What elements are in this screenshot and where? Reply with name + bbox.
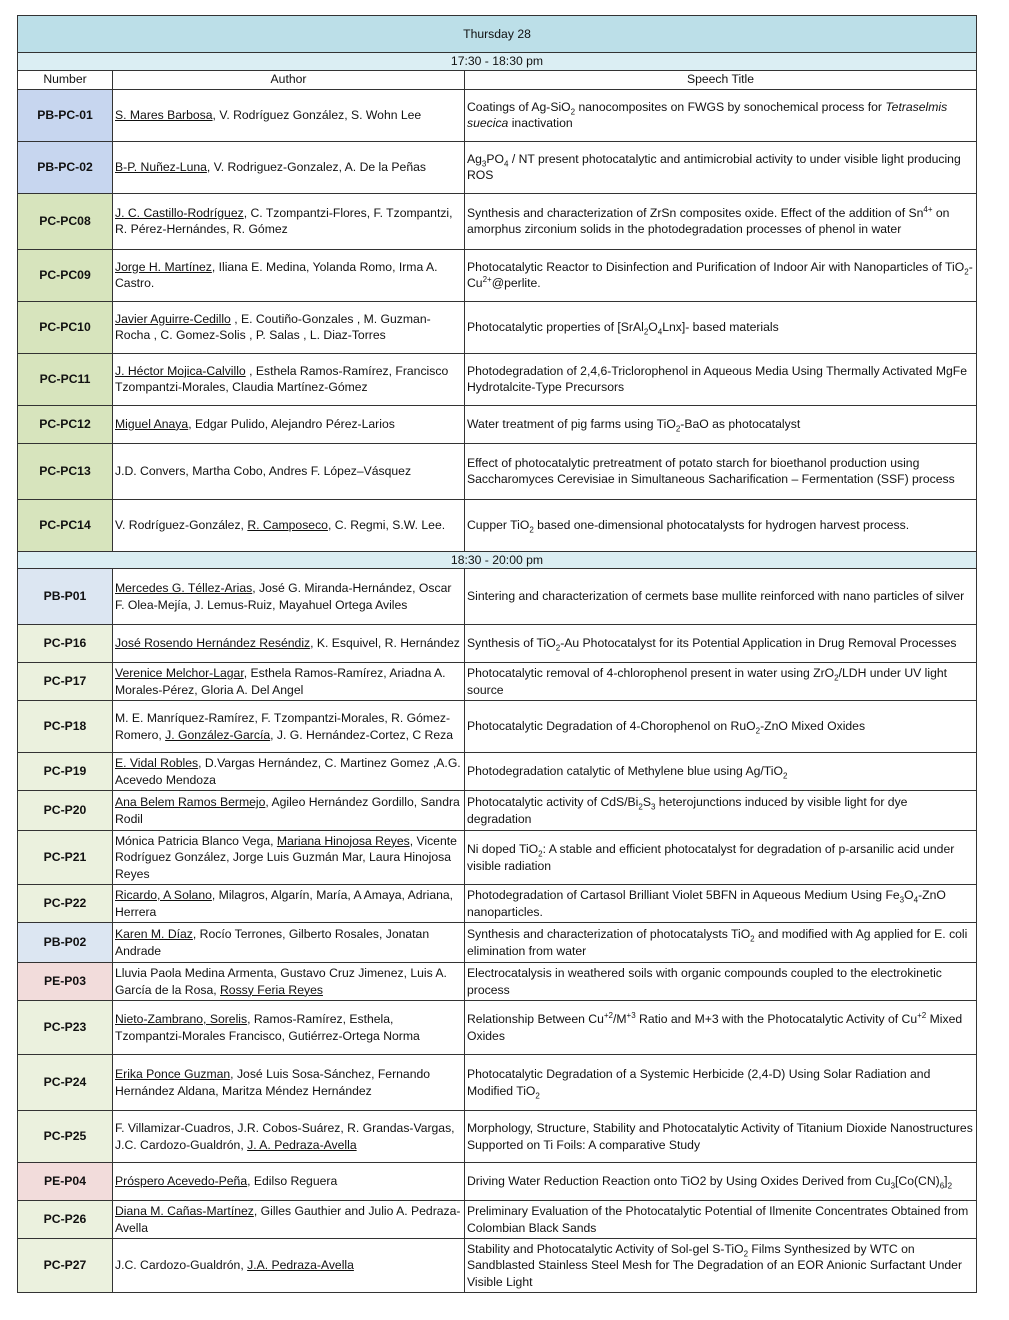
speech-title-cell: Stability and Photocatalytic Activity of Sol-gel S-TiO$_2$ Films Synthesized by WTC on Sandblasted Stainless Steel Mesh for The Degradation of an EOR Anionic Surfactant Under Visible Light xyxy=(465,1239,977,1293)
table-row xyxy=(18,499,977,551)
author-cell: Erika Ponce Guzman, José Luis Sosa-Sánchez, Fernando Hernández Aldana, Maritza Méndez Hernández xyxy=(113,1055,465,1111)
poster-number: PC-PC14 xyxy=(18,499,113,551)
author-cell: J.C. Cardozo-Gualdrón, J.A. Pedraza-Avella xyxy=(113,1239,465,1293)
speech-title-cell: Synthesis and characterization of photocatalysts TiO$_2$ and modified with Ag applied for E. coli elimination from water xyxy=(465,923,977,963)
table-row xyxy=(18,753,977,791)
speech-title-cell: Photocatalytic Degradation of a Systemic Herbicide (2,4-D) Using Solar Radiation and Modified TiO$_2$ xyxy=(465,1055,977,1111)
author-cell: Lluvia Paola Medina Armenta, Gustavo Cruz Jimenez, Luis A. García de la Rosa, Rossy Feria Reyes xyxy=(113,963,465,1001)
author-cell: Próspero Acevedo-Peña, Edilso Reguera xyxy=(113,1163,465,1201)
author-cell: José Rosendo Hernández Reséndiz, K. Esquivel, R. Hernández xyxy=(113,625,465,663)
author-cell: Mercedes G. Téllez-Arias, José G. Miranda-Hernández, Oscar F. Olea-Mejía, J. Lemus-Ruiz, Mayahuel Ortega Aviles xyxy=(113,569,465,625)
poster-number: PE-P04 xyxy=(18,1163,113,1201)
author-cell: Nieto-Zambrano, Sorelis, Ramos-Ramírez, Esthela, Tzompantzi-Morales Francisco, Gutiérrez-Ortega Norma xyxy=(113,1001,465,1055)
table-row xyxy=(18,1111,977,1163)
table-row xyxy=(18,1163,977,1201)
author-cell: F. Villamizar-Cuadros, J.R. Cobos-Suárez, R. Grandas-Vargas, J.C. Cardozo-Gualdrón, J. A. Pedraza-Avella xyxy=(113,1111,465,1163)
table-row xyxy=(18,301,977,353)
table-row xyxy=(18,963,977,1001)
poster-number: PC-PC09 xyxy=(18,249,113,301)
table-row xyxy=(18,831,977,885)
author-cell: Karen M. Díaz, Rocío Terrones, Gilberto Rosales, Jonatan Andrade xyxy=(113,923,465,963)
speech-title-cell: Photocatalytic Degradation of 4-Chorophenol on RuO$_2$-ZnO Mixed Oxides xyxy=(465,701,977,753)
poster-number: PC-P18 xyxy=(18,701,113,753)
poster-number: PC-P24 xyxy=(18,1055,113,1111)
schedule-table xyxy=(17,15,977,1293)
speech-title-cell: $Ag_3PO_4$ / NT present photocatalytic and antimicrobial activity to under visible light producing ROS xyxy=(465,141,977,193)
table-row xyxy=(18,193,977,249)
author-cell: Ana Belem Ramos Bermejo, Agileo Hernández Gordillo, Sandra Rodil xyxy=(113,791,465,831)
table-row xyxy=(18,249,977,301)
table-row xyxy=(18,663,977,701)
table-row xyxy=(18,1001,977,1055)
table-row xyxy=(18,885,977,923)
speech-title-cell: Relationship Between $Cu^{+2}/M^{+3}$ Ratio and M+3 with the Photocatalytic Activity of $Cu^{+2}$ Mixed Oxides xyxy=(465,1001,977,1055)
table-row xyxy=(18,701,977,753)
table-row xyxy=(18,443,977,499)
poster-number: PC-P26 xyxy=(18,1201,113,1239)
poster-number: PC-P23 xyxy=(18,1001,113,1055)
author-cell: Diana M. Cañas-Martínez, Gilles Gauthier and Julio A. Pedraza-Avella xyxy=(113,1201,465,1239)
author-cell: B-P. Nuñez-Luna, V. Rodriguez-Gonzalez, A. De la Peñas xyxy=(113,141,465,193)
table-row xyxy=(18,405,977,443)
column-header-author: Author xyxy=(113,70,465,89)
speech-title-cell: Sintering and characterization of cermets base mullite reinforced with nano particles of silver xyxy=(465,569,977,625)
poster-number: PB-PC-01 xyxy=(18,89,113,141)
poster-number: PC-PC08 xyxy=(18,193,113,249)
speech-title-cell: Photodegradation catalytic of Methylene blue using Ag/TiO$_2$ xyxy=(465,753,977,791)
poster-number: PC-PC12 xyxy=(18,405,113,443)
author-cell: J. Héctor Mojica-Calvillo , Esthela Ramos-Ramírez, Francisco Tzompantzi-Morales, Claudia Martínez-Gómez xyxy=(113,353,465,405)
speech-title-cell: Photodegradation of 2,4,6-Triclorophenol in Aqueous Media Using Thermally Activated MgFe Hydrotalcite-Type Precursors xyxy=(465,353,977,405)
table-row xyxy=(18,141,977,193)
day-title: Thursday 28 xyxy=(18,16,977,53)
poster-number: PC-P25 xyxy=(18,1111,113,1163)
speech-title-cell: Water treatment of pig farms using TiO$_2$-BaO as photocatalyst xyxy=(465,405,977,443)
poster-number: PC-P22 xyxy=(18,885,113,923)
speech-title-cell: Photodegradation of Cartasol Brilliant Violet 5BFN in Aqueous Medium Using $Fe_3O_4$-ZnO nanoparticles. xyxy=(465,885,977,923)
poster-number: PB-P02 xyxy=(18,923,113,963)
speech-title-cell: Ni doped TiO$_2$: A stable and efficient photocatalyst for degradation of p-arsanilic acid under visible radiation xyxy=(465,831,977,885)
session-time-row xyxy=(18,551,977,569)
author-cell: E. Vidal Robles, D.Vargas Hernández, C. Martinez Gomez ,A.G. Acevedo Mendoza xyxy=(113,753,465,791)
column-header-number: Number xyxy=(18,70,113,89)
author-cell: J.D. Convers, Martha Cobo, Andres F. López–Vásquez xyxy=(113,443,465,499)
author-cell: Javier Aguirre-Cedillo , E. Coutiño-Gonzales , M. Guzman-Rocha , C. Gomez-Solis , P. Salas , L. Diaz-Torres xyxy=(113,301,465,353)
speech-title-cell: Photocatalytic activity of CdS/$Bi_2S_3$ heterojunctions induced by visible light for dye degradation xyxy=(465,791,977,831)
session-time-row xyxy=(18,53,977,71)
speech-title-cell: Effect of photocatalytic pretreatment of potato starch for bioethanol production using Saccharomyces Cerevisiae in Simultaneous Sacharification – Fermentation (SSF) process xyxy=(465,443,977,499)
table-row xyxy=(18,625,977,663)
speech-title-cell: Electrocatalysis in weathered soils with organic compounds coupled to the electrokinetic process xyxy=(465,963,977,1001)
poster-number: PC-PC11 xyxy=(18,353,113,405)
table-row xyxy=(18,1239,977,1293)
speech-title-cell: Photocatalytic Reactor to Disinfection and Purification of Indoor Air with Nanoparticles of $TiO_2-Cu^{2+}@perlite$. xyxy=(465,249,977,301)
poster-number: PC-PC13 xyxy=(18,443,113,499)
author-cell: Ricardo, A Solano, Milagros, Algarín, María, A Amaya, Adriana, Herrera xyxy=(113,885,465,923)
author-cell: S. Mares Barbosa, V. Rodríguez González, S. Wohn Lee xyxy=(113,89,465,141)
author-cell: V. Rodríguez-González, R. Camposeco, C. Regmi, S.W. Lee. xyxy=(113,499,465,551)
table-row xyxy=(18,923,977,963)
poster-number: PB-P01 xyxy=(18,569,113,625)
column-header-row xyxy=(18,70,977,89)
author-cell: Verenice Melchor-Lagar, Esthela Ramos-Ramírez, Ariadna A. Morales-Pérez, Gloria A. Del Angel xyxy=(113,663,465,701)
column-header-title: Speech Title xyxy=(465,70,977,89)
poster-number: PC-P20 xyxy=(18,791,113,831)
poster-number: PC-P21 xyxy=(18,831,113,885)
poster-number: PC-P17 xyxy=(18,663,113,701)
speech-title-cell: Photocatalytic removal of 4-chlorophenol present in water using ZrO$_2$/LDH under UV light source xyxy=(465,663,977,701)
session-time: 18:30 - 20:00 pm xyxy=(18,551,977,569)
author-cell: Miguel Anaya, Edgar Pulido, Alejandro Pérez-Larios xyxy=(113,405,465,443)
session-time: 17:30 - 18:30 pm xyxy=(18,53,977,71)
author-cell: J. C. Castillo-Rodríguez, C. Tzompantzi-Flores, F. Tzompantzi, R. Pérez-Hernándes, R. Gómez xyxy=(113,193,465,249)
author-cell: Mónica Patricia Blanco Vega, Mariana Hinojosa Reyes, Vicente Rodríguez González, Jorge Luis Guzmán Mar, Laura Hinojosa Reyes xyxy=(113,831,465,885)
poster-number: PC-P27 xyxy=(18,1239,113,1293)
poster-number: PE-P03 xyxy=(18,963,113,1001)
speech-title-cell: Driving Water Reduction Reaction onto TiO2 by Using Oxides Derived from $Cu_3[Co(CN)_6]_2$ xyxy=(465,1163,977,1201)
poster-number: PC-P16 xyxy=(18,625,113,663)
speech-title-cell: Synthesis and characterization of ZrSn composites oxide. Effect of the addition of $Sn^{4+}$ on amorphus zirconium solids in the photodegradation processes of phenol in water xyxy=(465,193,977,249)
author-cell: M. E. Manríquez-Ramírez, F. Tzompantzi-Morales, R. Gómez-Romero, J. González-García, J. G. Hernández-Cortez, C Reza xyxy=(113,701,465,753)
table-row xyxy=(18,89,977,141)
speech-title-cell: Preliminary Evaluation of the Photocatalytic Potential of Ilmenite Concentrates Obtained from Colombian Black Sands xyxy=(465,1201,977,1239)
speech-title-cell: Cupper TiO$_2$ based one-dimensional photocatalysts for hydrogen harvest process. xyxy=(465,499,977,551)
poster-number: PC-PC10 xyxy=(18,301,113,353)
table-row xyxy=(18,791,977,831)
speech-title-cell: Coatings of Ag-SiO$_2$ nanocomposites on FWGS by sonochemical process for Tetraselmis suecica inactivation xyxy=(465,89,977,141)
table-row xyxy=(18,1201,977,1239)
schedule-body xyxy=(18,16,977,1293)
speech-title-cell: Synthesis of TiO$_2$-Au Photocatalyst for its Potential Application in Drug Removal Processes xyxy=(465,625,977,663)
day-header-row xyxy=(18,16,977,53)
speech-title-cell: Morphology, Structure, Stability and Photocatalytic Activity of Titanium Dioxide Nanostructures Supported on Ti Foils: A comparative Study xyxy=(465,1111,977,1163)
author-cell: Jorge H. Martínez, Iliana E. Medina, Yolanda Romo, Irma A. Castro. xyxy=(113,249,465,301)
speech-title-cell: Photocatalytic properties of $[SrAl_2O_4Lnx]-$ based materials xyxy=(465,301,977,353)
table-row xyxy=(18,1055,977,1111)
table-row xyxy=(18,569,977,625)
poster-number: PB-PC-02 xyxy=(18,141,113,193)
poster-number: PC-P19 xyxy=(18,753,113,791)
table-row xyxy=(18,353,977,405)
